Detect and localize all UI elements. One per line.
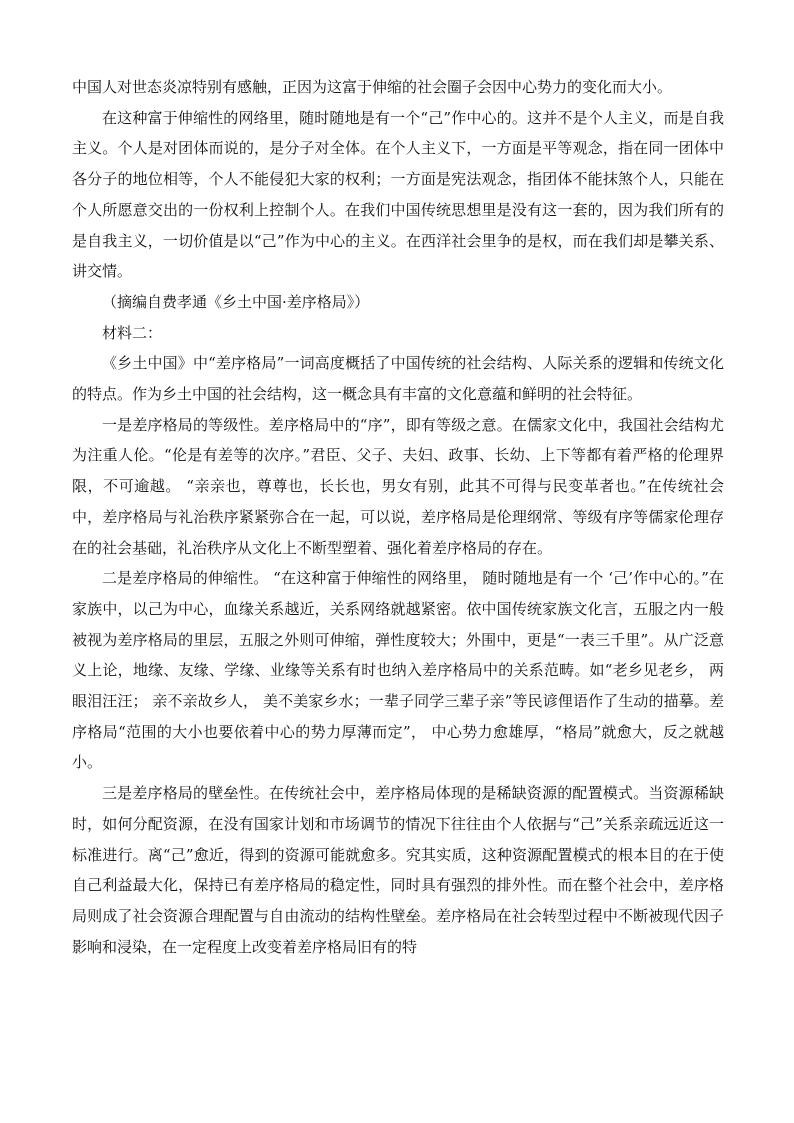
source-citation: （摘编自费孝通《乡土中国·差序格局》）: [102, 292, 370, 311]
paragraph-hierarchy: 一是差序格局的等级性。差序格局中的“序”，即有等级之意。在儒家文化中，我国社会结构尤为注重人伦。“伦是有差等的次序。”君臣、父子、夫妇、政事、长幼、上下等都有着严格的伦理界限，不可逾越。 “亲亲也，尊尊也，长长也，男女有别，此其不可得与民变革者也。”在传统社会中，差序格局与礼治秩序紧紧弥合在一起，可以说，差序格局是伦理纲常、等级有序等儒家伦理存在的社会基础，礼治秩序从文化上不断型塑着、强化着差序格局的存在。: [72, 415, 724, 557]
paragraph-elasticity: 二是差序格局的伸缩性。 “在这种富于伸缩性的网络里， 随时随地是有一个 ‘己’作中心的。”在家族中，以己为中心，血缘关系越近，关系网络就越紧密。依中国传统家族文化言，五服之内一般被视为差序格局的里层，五服之外则可伸缩，弹性度较大；外围中，更是“一表三千里”。从广泛意义上论，地缘、友缘、学缘、业缘等关系有时也纳入差序格局中的关系范畴。如“老乡见老乡， 两眼泪汪汪； 亲不亲故乡人， 美不美家乡水；一辈子同学三辈子亲”等民谚俚语作了生动的描摹。差序格局“范围的大小也要依着中心的势力厚薄而定”， 中心势力愈雄厚，“格局”就愈大，反之就越小。: [72, 569, 724, 772]
document-page: [72, 72, 724, 962]
material-two-heading: 材料二：: [102, 323, 163, 342]
paragraph-barrier: 三是差序格局的壁垒性。在传统社会中，差序格局体现的是稀缺资源的配置模式。当资源稀缺时，如何分配资源，在没有国家计划和市场调节的情况下往往由个人依据与“己”关系亲疏远近这一标准进行。离“己”愈近，得到的资源可能就愈多。究其实质，这种资源配置模式的根本目的在于使自己利益最大化，保持已有差序格局的稳定性，同时具有强烈的排外性。而在整个社会中，差序格局则成了社会资源合理配置与自由流动的结构性壁垒。差序格局在社会转型过程中不断被现代因子影响和浸染，在一定程度上改变着差序格局旧有的特: [72, 784, 724, 956]
paragraph-continuation: 中国人对世态炎凉特别有感触，正因为这富于伸缩的社会圈子会因中心势力的变化而大小。: [72, 78, 673, 96]
paragraph-egoism: 在这种富于伸缩性的网络里，随时随地是有一个“己”作中心的。这并不是个人主义，而是自我主义。个人是对团体而说的，是分子对全体。在个人主义下，一方面是平等观念，指在同一团体中各分子的地位相等，个人不能侵犯大家的权利；一方面是宪法观念，指团体不能抹煞个人，只能在个人所愿意交出的一份权利上控制个人。在我们中国传统思想里是没有这一套的，因为我们所有的是自我主义，一切价值是以“己”作为中心的主义。在西洋社会里争的是权，而在我们却是攀关系、讲交情。: [72, 108, 724, 281]
paragraph-intro: 《乡土中国》中“差序格局”一词高度概括了中国传统的社会结构、人际关系的逻辑和传统文化的特点。作为乡土中国的社会结构，这一概念具有丰富的文化意蕴和鲜明的社会特征。: [72, 354, 724, 404]
